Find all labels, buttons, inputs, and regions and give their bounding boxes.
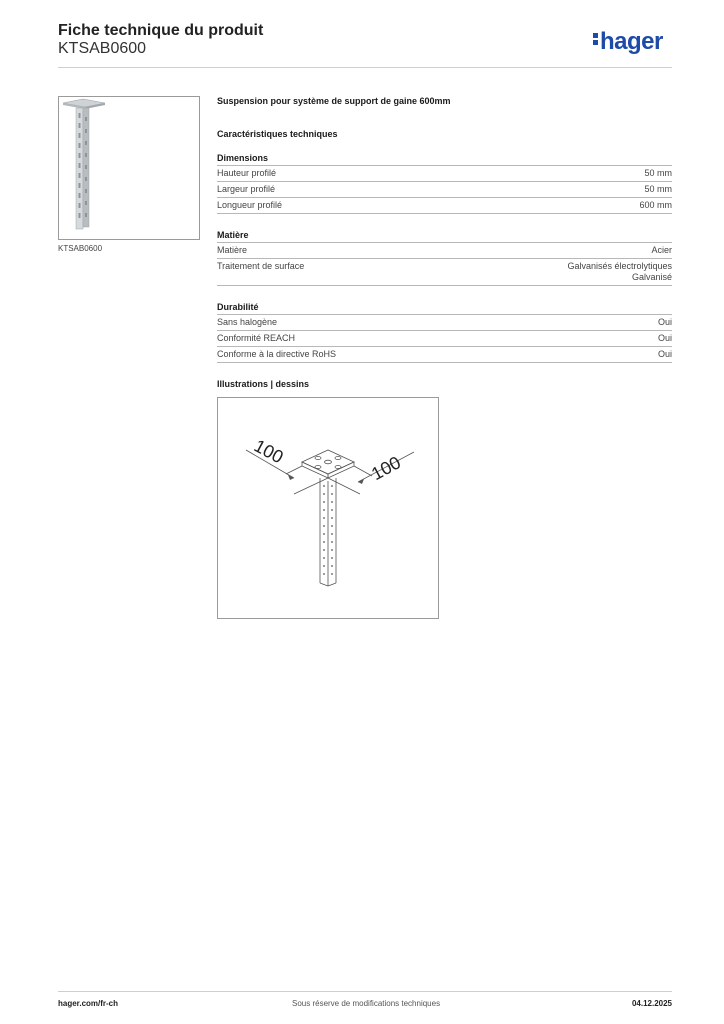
spec-value: Acier: [651, 245, 672, 255]
spec-row: [217, 331, 672, 347]
spec-label: Traitement de surface: [217, 261, 305, 271]
spec-row: [217, 182, 672, 198]
spec-row: [217, 243, 672, 259]
spec-group-material: [217, 230, 672, 286]
spec-row: [217, 315, 672, 331]
product-code: KTSAB0600: [58, 40, 147, 57]
spec-group-durability: [217, 302, 672, 363]
logo-text: hager: [600, 28, 663, 55]
spec-label: Largeur profilé: [217, 184, 276, 194]
thumbnail-caption: KTSAB0600: [58, 244, 103, 253]
group-title: Durabilité: [217, 302, 672, 315]
spec-value: 50 mm: [644, 168, 672, 178]
spec-group-dimensions: [217, 153, 672, 214]
spec-label: Conformité REACH: [217, 333, 296, 343]
spec-row: [217, 198, 672, 214]
group-title: Dimensions: [217, 153, 672, 166]
spec-row: [217, 166, 672, 182]
spec-label: Hauteur profilé: [217, 168, 277, 178]
spec-value: Oui: [657, 317, 672, 327]
footer-divider: [58, 991, 672, 992]
suspension-rod-image: [59, 97, 199, 239]
product-description: Suspension pour système de support de gaine 600mm: [217, 96, 451, 106]
footer-website-link[interactable]: hager.com/fr-ch: [58, 999, 119, 1008]
header-divider: [58, 67, 672, 68]
spec-label: Longueur profilé: [217, 200, 283, 210]
spec-value: Oui: [657, 333, 672, 343]
dimension-label-left: 100: [250, 435, 287, 468]
dimension-drawing: [217, 397, 439, 619]
footer-date: 04.12.2025: [631, 999, 672, 1008]
footer-disclaimer: Sous réserve de modifications techniques: [292, 999, 441, 1008]
spec-value: 50 mm: [644, 184, 672, 194]
spec-label: Sans halogène: [217, 317, 278, 327]
spec-value: Oui: [657, 349, 672, 359]
product-thumbnail: [58, 96, 200, 240]
spec-value-line: Galvanisé: [631, 272, 672, 282]
spec-value-line: Galvanisés électrolytiques: [567, 261, 672, 271]
hager-logo: [593, 28, 663, 56]
dimension-label-right: 100: [368, 452, 405, 485]
page-title: Fiche technique du produit: [58, 22, 264, 39]
spec-label: Conforme à la directive RoHS: [217, 349, 337, 359]
spec-row: [217, 259, 672, 286]
spec-label: Matière: [217, 245, 248, 255]
dimension-drawing-svg: [218, 398, 438, 618]
spec-value: 600 mm: [639, 200, 672, 210]
group-title: Matière: [217, 230, 672, 243]
spec-row: [217, 347, 672, 363]
specs-heading: Caractéristiques techniques: [217, 129, 338, 139]
illustrations-heading: Illustrations | dessins: [217, 379, 310, 389]
product-details: [217, 96, 672, 619]
spec-value: [567, 261, 672, 283]
